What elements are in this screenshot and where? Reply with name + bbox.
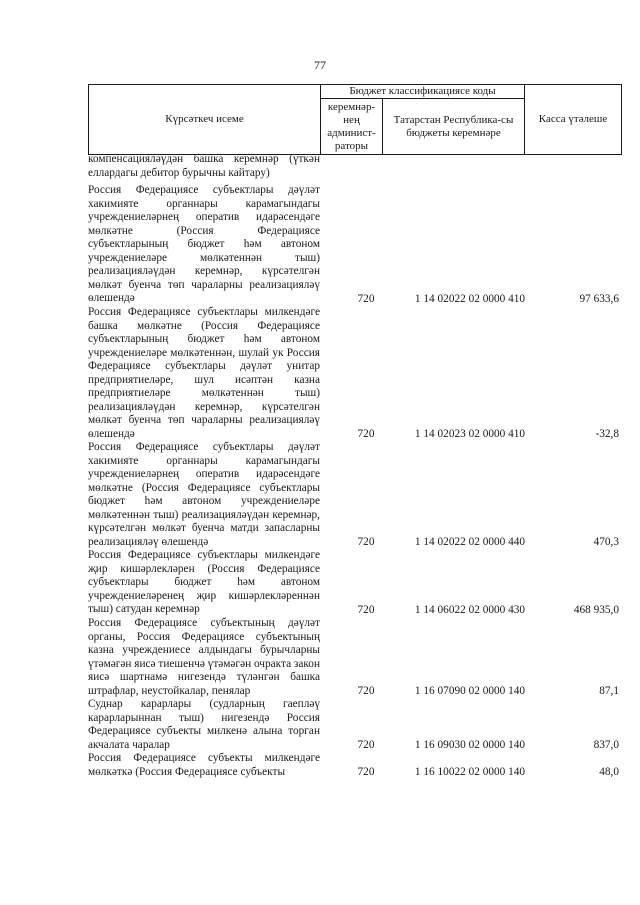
administrator-code: 720 (357, 292, 375, 305)
table-row (88, 549, 621, 617)
budget-code: 1 14 06022 02 0000 430 (414, 603, 526, 616)
table-body (88, 153, 621, 779)
table-header (88, 84, 622, 155)
revenue-administrator-header: керемнәр-нең админист-раторы (321, 99, 383, 155)
table-row (88, 153, 621, 184)
indicator-text: Россия Федерациясе субъектының дәүләт органы, Россия Федерациясе субъектының казна учреждениесе алдындагы бурычларны үтәмәгән яисә тиешенчә үтәмәгән очракта закон яисә шартнамә нигезендә түләнгән башка штрафлар, неустойкалар, пенялар (88, 617, 320, 697)
budget-code: 1 14 02022 02 0000 410 (414, 292, 526, 305)
budget-code: 1 14 02023 02 0000 410 (414, 427, 526, 440)
indicator-text: Россия Федерациясе субъектлары дәүләт хакимияте органнары карамагындагы учреждениеләрнең оператив идарәсендәге мөлкәтне (Россия Федерациясе субъектлары бюджет һәм автоном учреждениеләре мөлкәтеннән тыш) реализацияләүдән керемнәр, күрсәтелгән мөлкәт буенча матди запасларны реализацияләү өлешендә (88, 441, 320, 548)
table-row (88, 617, 621, 698)
republic-budget-revenue-header: Татарстан Республика-сы бюджеты керемнәре (383, 99, 525, 155)
table-row (88, 698, 621, 752)
cash-amount: 97 633,6 (579, 292, 619, 305)
administrator-code: 720 (357, 535, 375, 548)
budget-classification-header: Бюджет классификациясе коды (321, 85, 525, 99)
page-number: 77 (314, 58, 326, 72)
cash-amount: 470,3 (593, 535, 619, 548)
administrator-code: 720 (357, 684, 375, 697)
cash-amount: 48,0 (599, 765, 619, 778)
cash-amount: 837,0 (593, 738, 619, 751)
table-row (88, 306, 621, 441)
budget-code: 1 16 10022 02 0000 140 (414, 765, 526, 778)
administrator-code: 720 (357, 603, 375, 616)
indicator-name-header: Күрсәткеч исеме (89, 85, 321, 155)
budget-code: 1 16 09030 02 0000 140 (414, 738, 526, 751)
indicator-text: Россия Федерациясе субъекты милкендәге мөлкәткә (Россия Федерациясе субъекты (88, 752, 320, 778)
cash-amount: 468 935,0 (573, 603, 619, 616)
cash-amount: -32,8 (595, 427, 619, 440)
table-row (88, 184, 621, 306)
table-row (88, 441, 621, 549)
indicator-text: компенсацияләүдән башка керемнәр (үткән еллардагы дебитор бурычны кайтару) (88, 153, 320, 179)
indicator-text: Суднар карарлары (судларның гаепләү карарларыннан тыш) нигезендә Россия Федерациясе субъекты милкенә алына торган акчалата чаралар (88, 698, 320, 751)
cash-amount: 87,1 (599, 684, 619, 697)
table-row (88, 752, 621, 779)
indicator-text: Россия Федерациясе субъектлары милкендәге җир кишәрлекләрен (Россия Федерациясе субъектлары бюджет һәм автоном учреждениеләренең җир кишәрлекләреннән тыш) сатудан керемнәр (88, 549, 320, 615)
indicator-text: Россия Федерациясе субъектлары дәүләт хакимияте органнары карамагындагы учреждениеләрнең оператив идарәсендәге мөлкәтне (Россия Федерациясе субъектларының бюджет һәм автоном учреждениеләре мөлкәтеннән тыш) реализацияләүдән керемнәр, күрсәтелгән мөлкәт буенча төп чараларны реализацияләү өлешендә (88, 184, 320, 304)
administrator-code: 720 (357, 738, 375, 751)
cash-execution-header: Касса үтәлеше (525, 85, 622, 155)
administrator-code: 720 (357, 427, 375, 440)
administrator-code: 720 (357, 765, 375, 778)
budget-code: 1 14 02022 02 0000 440 (414, 535, 526, 548)
indicator-text: Россия Федерациясе субъектлары милкендәге башка мөлкәтне (Россия Федерациясе субъектларының бюджет һәм автоном учреждениеләре мөлкәтеннән, шулай ук Россия Федерациясе субъектлары дәүләт унитар предприятиеләре, шул исәптән казна предприятиеләре мөлкәтеннән тыш) реализацияләүдән керемнәр, күрсәтелгән мөлкәт буенча төп чараларны реализацияләү өлешендә (88, 306, 320, 440)
budget-code: 1 16 07090 02 0000 140 (414, 684, 526, 697)
